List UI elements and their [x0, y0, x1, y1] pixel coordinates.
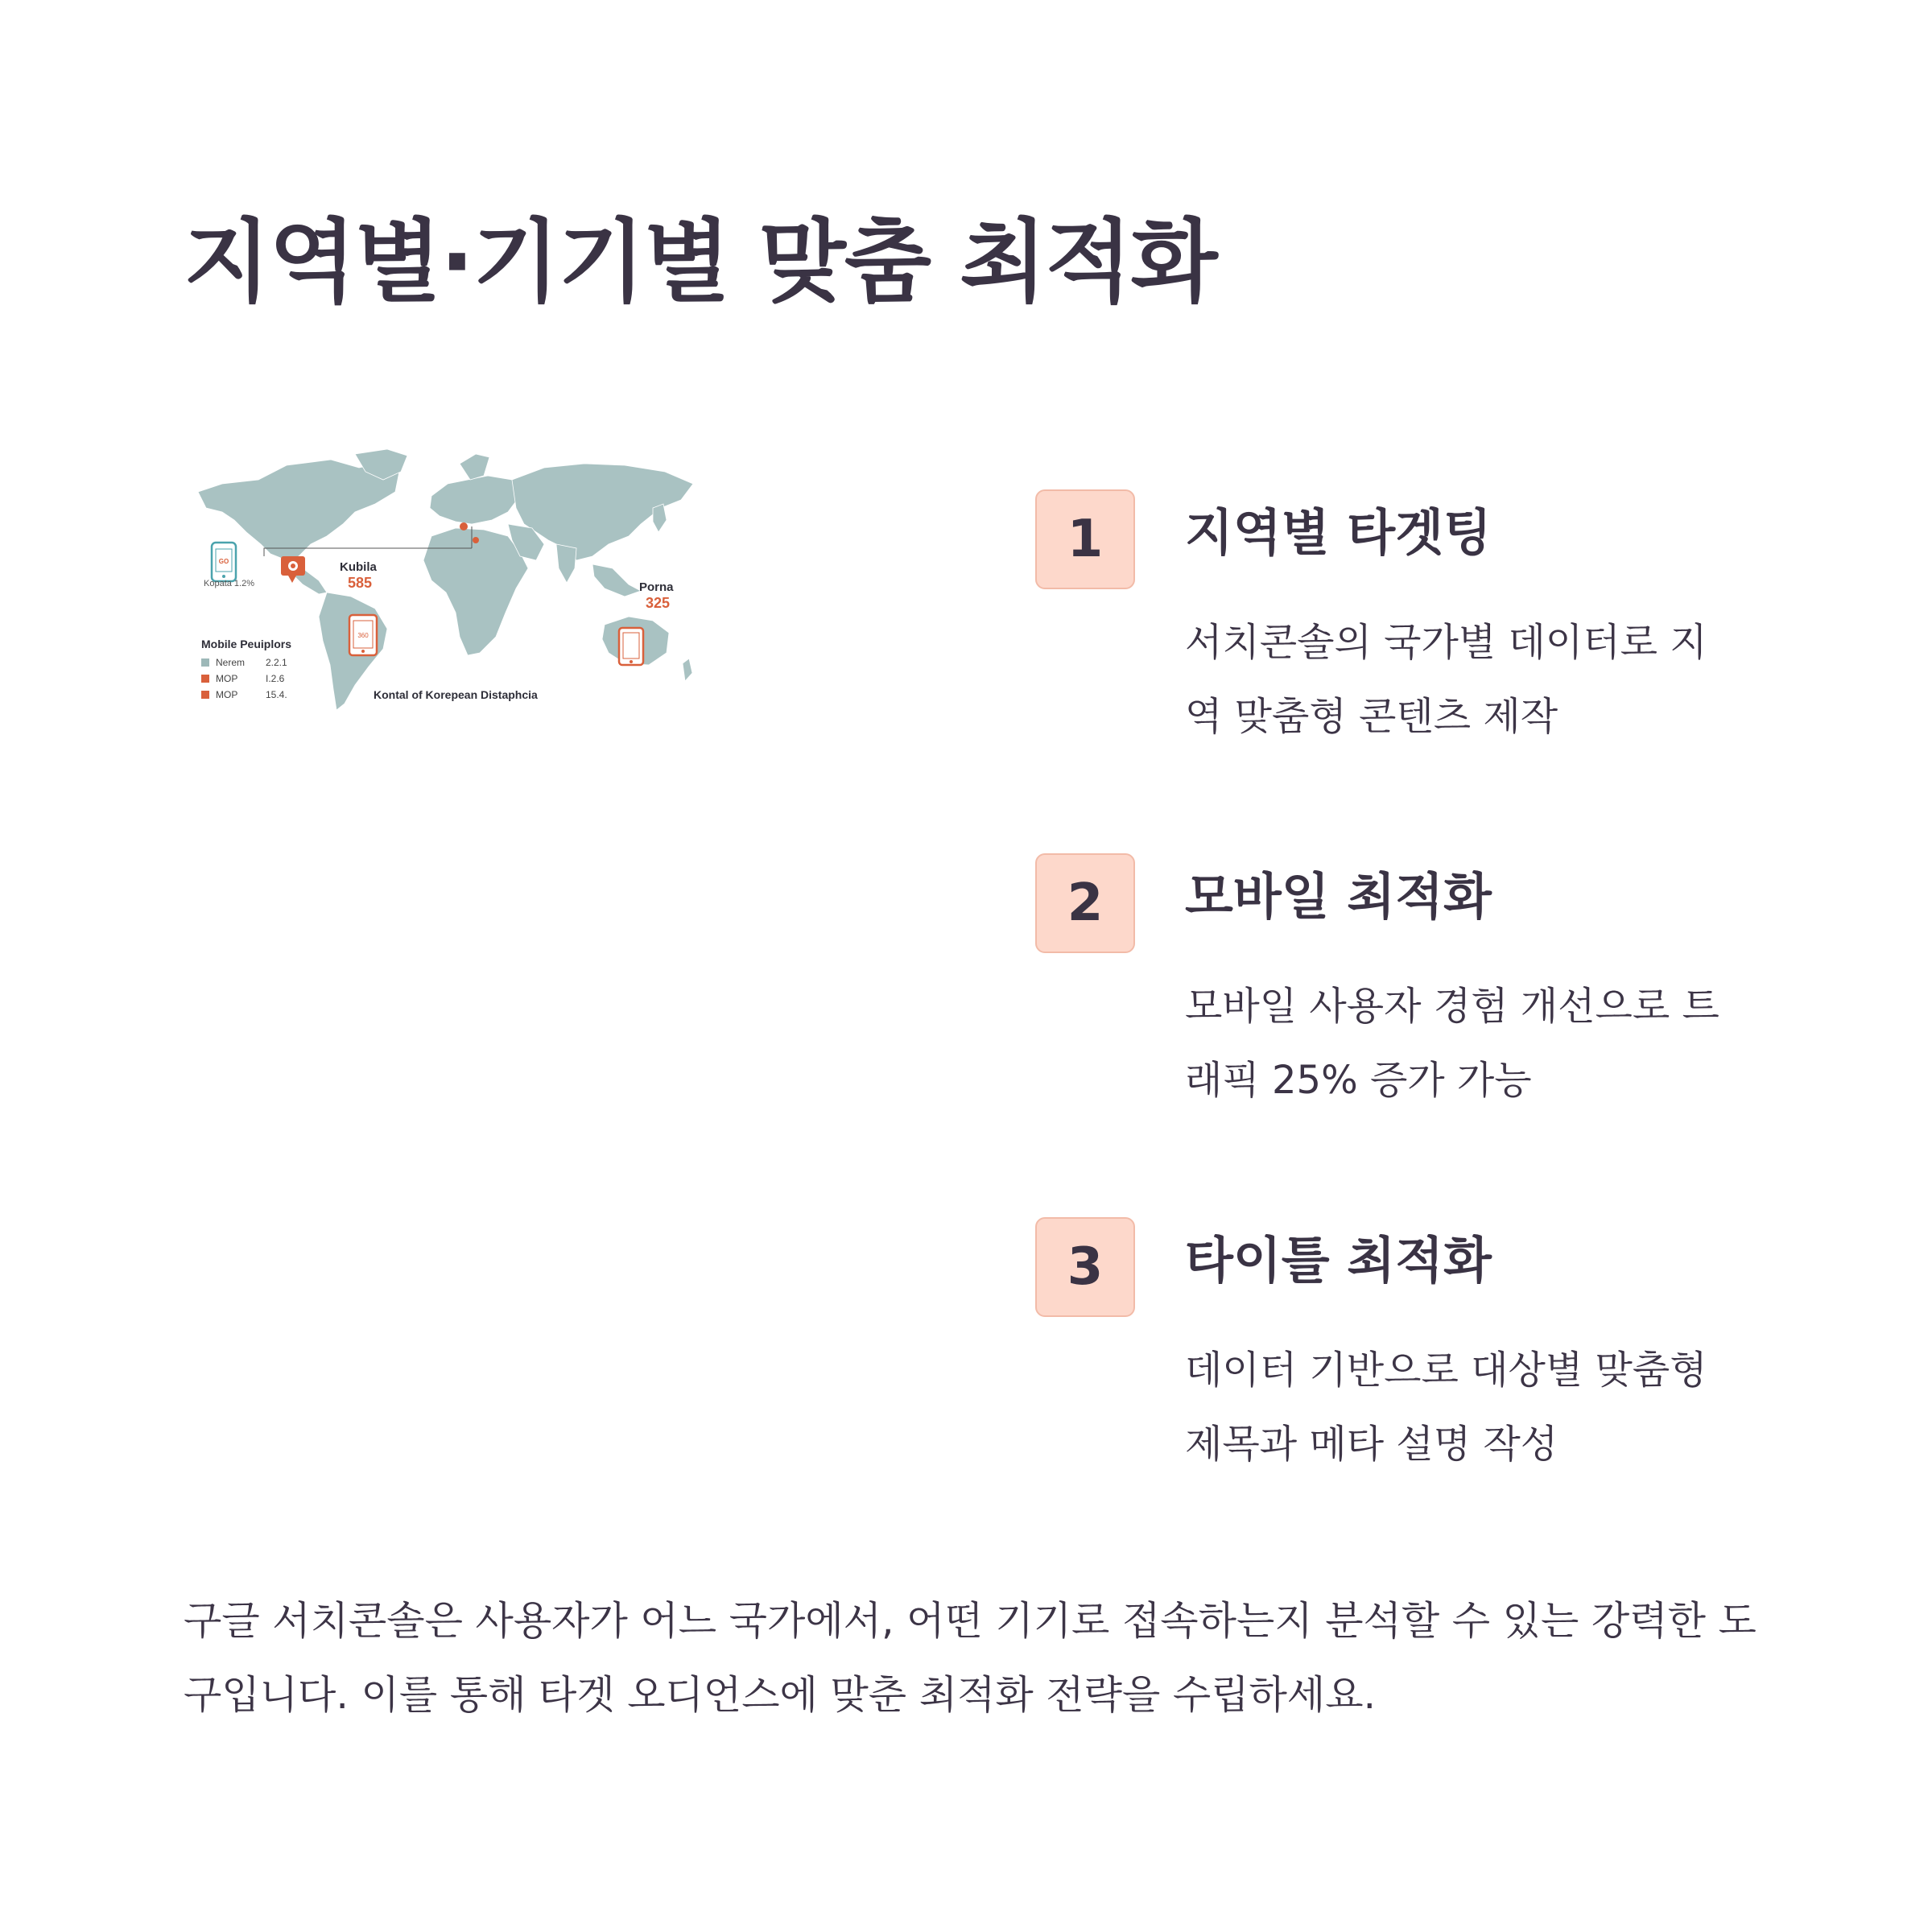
scandinavia-shape: [460, 454, 489, 480]
step-description: 데이터 기반으로 대상별 맞춤형 제목과 메타 설명 작성: [1185, 1348, 1707, 1467]
step-title: 타이틀 최적화: [1185, 1231, 1492, 1290]
step-description: 모바일 사용자 경험 개선으로 트래픽 25% 증가 가능: [1185, 984, 1719, 1103]
page-title: 지역별·기기별 맞춤 최적화: [184, 210, 1216, 315]
marker-label-porna: Porna: [639, 580, 674, 594]
step-number-badge: 3: [1035, 1217, 1135, 1317]
legend-label: Nerem: [216, 657, 246, 668]
marker-label-kubila: Kubila: [340, 560, 377, 574]
step-title: 모바일 최적화: [1185, 867, 1492, 926]
legend-value: 15.4.: [266, 689, 287, 700]
tablet-icon-australia: [619, 628, 643, 665]
legend-label: MOP: [216, 689, 238, 700]
footer-paragraph: 구글 서치콘솔은 사용자가 어느 국가에서, 어떤 기기로 접속하는지 분석할 수 있는 강력한 도구입니다. 이를 통해 타겟 오디언스에 맞춘 최적화 전략을 수립하세요.: [184, 1598, 1757, 1718]
step-number-badge: 2: [1035, 853, 1135, 953]
legend-swatch: [201, 658, 209, 667]
southeast-asia-shape: [592, 564, 641, 597]
legend-label: MOP: [216, 673, 238, 684]
europe-marker-1: [460, 522, 468, 530]
marker-value-kubila: 585: [348, 575, 373, 591]
step-description: 서치콘솔의 국가별 데이터로 지역 맞춤형 콘텐츠 제작: [1185, 620, 1707, 739]
legend-value: 2.2.1: [266, 657, 287, 668]
tablet-icon-south-america: [349, 615, 377, 655]
legend-swatch: [201, 691, 209, 699]
step-number-badge: 1: [1035, 489, 1135, 589]
europe-shape: [430, 476, 520, 524]
legend-item: [201, 673, 285, 684]
india-shape: [556, 544, 576, 583]
legend-item: [201, 657, 287, 668]
legend-value: I.2.6: [266, 673, 285, 684]
legend-item: [201, 689, 287, 700]
africa-shape: [423, 528, 528, 655]
new-zealand-shape: [683, 658, 692, 681]
marker-label-kopata: Kopata 1.2%: [204, 579, 254, 588]
tablet-screen-label: 360: [357, 632, 369, 639]
phone-screen-label: GO: [218, 558, 229, 565]
legend-swatch: [201, 675, 209, 683]
marker-value-porna: 325: [646, 595, 671, 611]
japan-shape: [653, 504, 667, 532]
legend-title: Mobile Peuiplors: [201, 638, 292, 650]
phone-icon: [212, 543, 236, 581]
europe-marker-2: [473, 537, 479, 543]
map-caption: Kontal of Korepean Distaphcia: [374, 688, 538, 701]
world-map-illustration: [190, 448, 699, 718]
step-title: 지역별 타겟팅: [1185, 503, 1492, 562]
